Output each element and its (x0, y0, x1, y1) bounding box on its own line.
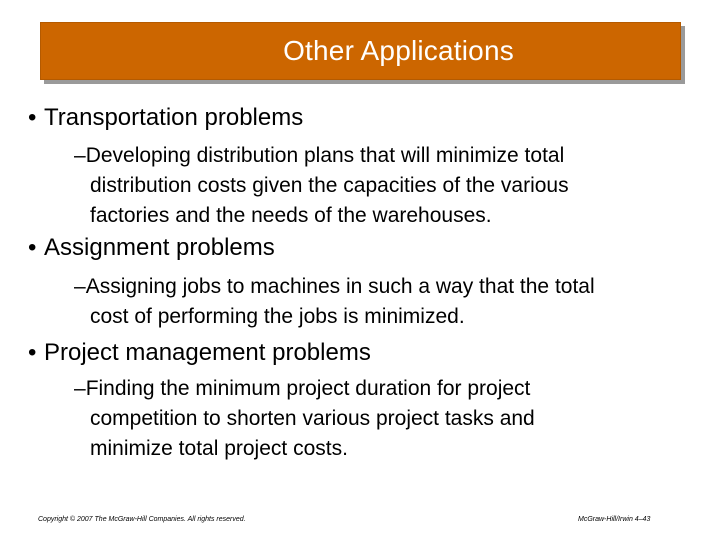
title-bar (40, 22, 681, 80)
bullet-text: Transportation problems (44, 104, 304, 131)
bullet-assignment (28, 233, 275, 263)
bullet-transportation (28, 103, 303, 133)
bullet-marker: • (28, 234, 37, 261)
sub-bullet-line (74, 374, 535, 404)
sub-bullet-line: minimize total project costs. (90, 437, 348, 460)
sub-bullet-dash: – (74, 377, 86, 400)
sub-bullet-line: distribution costs given the capacities of the various (90, 174, 569, 197)
sub-bullet-text: Assigning jobs to machines in such a way that the total (85, 275, 595, 298)
sub-bullet-text: Finding the minimum project duration for project (85, 377, 531, 400)
bullet-project-management (28, 338, 371, 368)
bullet-marker: • (28, 104, 37, 131)
slide-title: Other Applications (283, 35, 514, 66)
sub-bullet-line: factories and the needs of the warehouses. (90, 204, 492, 227)
sub-bullet-transportation (74, 141, 569, 231)
sub-bullet-line: competition to shorten various project tasks and (90, 407, 535, 430)
sub-bullet-dash: – (74, 144, 86, 167)
sub-bullet-line (74, 272, 595, 302)
sub-bullet-text: Developing distribution plans that will minimize total (85, 144, 565, 167)
sub-bullet-line (74, 141, 569, 171)
sub-bullet-line: cost of performing the jobs is minimized. (90, 305, 465, 328)
sub-bullet-assignment (74, 272, 595, 332)
bullet-text: Assignment problems (44, 234, 275, 261)
footer-page-number: McGraw-Hill/Irwin 4–43 (578, 516, 651, 523)
sub-bullet-project-management (74, 374, 535, 464)
footer-copyright: Copyright © 2007 The McGraw-Hill Companies. All rights reserved. (38, 516, 246, 523)
sub-bullet-dash: – (74, 275, 86, 298)
bullet-marker: • (28, 339, 37, 366)
bullet-text: Project management problems (44, 339, 371, 366)
